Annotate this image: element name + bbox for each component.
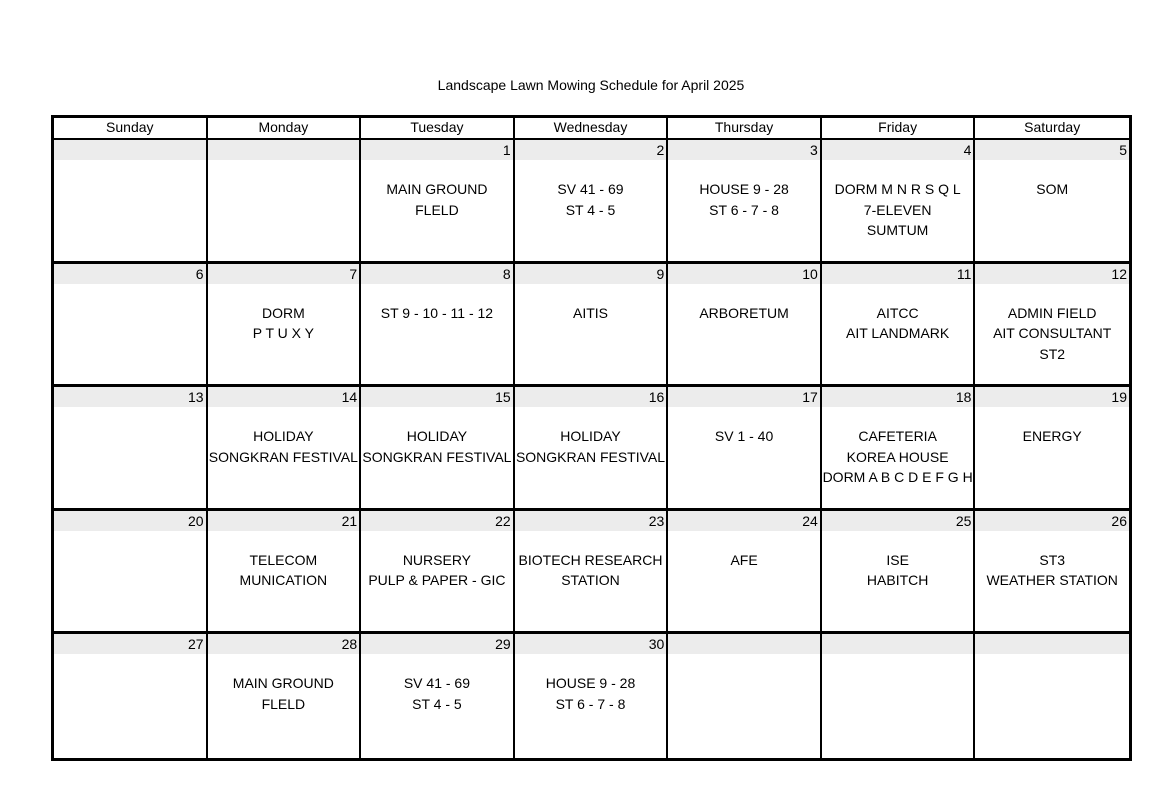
mowing-tasks	[822, 531, 974, 591]
calendar-day-cell	[668, 511, 822, 635]
day-number: 10	[668, 264, 820, 284]
mowing-task-line: WEATHER STATION	[986, 572, 1118, 589]
calendar-day-cell	[208, 387, 362, 511]
day-number: 19	[975, 387, 1129, 407]
mowing-tasks	[208, 284, 360, 344]
calendar-day-cell	[361, 511, 515, 635]
day-number	[668, 634, 820, 654]
mowing-tasks	[515, 531, 667, 591]
mowing-task-line: ST 6 - 7 - 8	[709, 201, 779, 218]
calendar-day-cell	[515, 264, 669, 388]
mowing-task-line: ARBORETUM	[699, 304, 789, 321]
mowing-task-line: PULP & PAPER - GIC	[368, 572, 506, 589]
mowing-task-line: ADMIN FIELD	[1007, 304, 1097, 321]
calendar-day-cell	[668, 264, 822, 388]
mowing-tasks	[361, 654, 513, 714]
day-number: 13	[54, 387, 206, 407]
mowing-tasks	[208, 531, 360, 591]
calendar-day-cell	[822, 387, 976, 511]
mowing-tasks	[515, 160, 667, 220]
mowing-task-line: STATION	[561, 572, 620, 589]
mowing-task-line: 7-ELEVEN	[863, 201, 932, 218]
day-number: 12	[975, 264, 1129, 284]
day-number	[822, 634, 974, 654]
mowing-task-line: ST3	[1039, 551, 1066, 568]
day-number: 6	[54, 264, 206, 284]
mowing-tasks	[668, 654, 820, 673]
weekday-header-monday: Monday	[208, 118, 362, 140]
day-number: 14	[208, 387, 360, 407]
mowing-task-line: P T U X Y	[252, 325, 314, 342]
calendar-day-cell	[668, 634, 822, 758]
day-number: 11	[822, 264, 974, 284]
mowing-task-line: ST2	[1039, 345, 1066, 362]
calendar-day-cell	[668, 140, 822, 264]
mowing-task-line: SUMTUM	[866, 222, 929, 239]
mowing-tasks	[54, 654, 206, 673]
mowing-tasks	[54, 407, 206, 426]
day-number: 2	[515, 140, 667, 160]
weekday-header-friday: Friday	[822, 118, 976, 140]
calendar-day-cell	[54, 511, 208, 635]
mowing-task-line: ST 9 - 10 - 11 - 12	[380, 304, 494, 321]
mowing-tasks	[54, 284, 206, 303]
mowing-tasks	[822, 284, 974, 344]
mowing-task-line: SV 1 - 40	[714, 428, 774, 445]
calendar-day-cell	[54, 387, 208, 511]
mowing-tasks	[208, 654, 360, 714]
mowing-tasks	[361, 160, 513, 220]
day-number	[208, 140, 360, 160]
mowing-task-line: HOUSE 9 - 28	[545, 675, 636, 692]
mowing-tasks	[822, 160, 974, 241]
mowing-tasks	[975, 531, 1129, 591]
mowing-task-line: ISE	[886, 551, 909, 568]
mowing-task-line: KOREA HOUSE	[846, 448, 949, 465]
calendar-day-cell	[54, 634, 208, 758]
calendar-grid	[51, 115, 1132, 761]
calendar-day-cell	[54, 140, 208, 264]
mowing-task-line: AITCC	[876, 304, 919, 321]
mowing-task-line: SV 41 - 69	[557, 181, 624, 197]
mowing-task-line: SONGKRAN FESTIVAL	[515, 448, 666, 465]
day-number: 7	[208, 264, 360, 284]
mowing-task-line: HOLIDAY	[560, 428, 621, 445]
calendar-day-cell	[208, 264, 362, 388]
calendar-day-cell	[668, 387, 822, 511]
day-number	[975, 634, 1129, 654]
weekday-header-saturday: Saturday	[975, 118, 1129, 140]
calendar-day-cell	[975, 264, 1129, 388]
mowing-task-line: AIT CONSULTANT	[993, 325, 1112, 342]
mowing-tasks	[975, 407, 1129, 447]
day-number: 26	[975, 511, 1129, 531]
calendar-day-cell	[361, 140, 515, 264]
mowing-tasks	[515, 407, 667, 467]
day-number: 8	[361, 264, 513, 284]
day-number: 17	[668, 387, 820, 407]
day-number: 30	[515, 634, 667, 654]
mowing-tasks	[822, 654, 974, 673]
mowing-tasks	[975, 160, 1129, 200]
day-number: 18	[822, 387, 974, 407]
mowing-tasks	[361, 407, 513, 467]
mowing-task-line: DORM A B C D E F G H	[822, 469, 973, 486]
calendar-day-cell	[361, 264, 515, 388]
day-number: 24	[668, 511, 820, 531]
day-number	[54, 140, 206, 160]
day-number: 15	[361, 387, 513, 407]
mowing-tasks	[668, 407, 820, 447]
calendar-day-cell	[515, 140, 669, 264]
mowing-task-line: ST 4 - 5	[412, 695, 462, 712]
weekday-header-sunday: Sunday	[54, 118, 208, 140]
calendar-day-cell	[515, 387, 669, 511]
calendar-day-cell	[822, 140, 976, 264]
mowing-tasks	[668, 160, 820, 220]
calendar-day-cell	[515, 511, 669, 635]
mowing-task-line: MAIN GROUND	[386, 181, 488, 197]
day-number: 3	[668, 140, 820, 160]
mowing-tasks	[975, 284, 1129, 365]
mowing-task-line: FLELD	[261, 695, 306, 712]
mowing-tasks	[822, 407, 974, 488]
mowing-task-line: ENERGY	[1022, 428, 1082, 445]
calendar-day-cell	[822, 264, 976, 388]
calendar-day-cell	[208, 140, 362, 264]
day-number: 21	[208, 511, 360, 531]
day-number: 20	[54, 511, 206, 531]
mowing-task-line: DORM M N R S Q L	[834, 181, 961, 197]
mowing-tasks	[361, 531, 513, 591]
mowing-task-line: BIOTECH RESEARCH	[518, 551, 663, 568]
mowing-task-line: ST 4 - 5	[565, 201, 616, 218]
mowing-task-line: FLELD	[415, 201, 459, 218]
calendar-day-cell	[208, 634, 362, 758]
mowing-tasks	[361, 284, 513, 324]
mowing-tasks	[208, 407, 360, 467]
mowing-task-line: CAFETERIA	[858, 428, 937, 445]
calendar-day-cell	[975, 634, 1129, 758]
mowing-task-line: AIT LANDMARK	[846, 325, 950, 342]
calendar-day-cell	[975, 511, 1129, 635]
mowing-task-line: SOM	[1036, 181, 1069, 197]
page-title: Landscape Lawn Mowing Schedule for April 2025	[437, 77, 745, 93]
mowing-task-line: AFE	[730, 551, 758, 568]
calendar-day-cell	[208, 511, 362, 635]
calendar-day-cell	[822, 634, 976, 758]
mowing-task-line: MUNICATION	[239, 572, 328, 589]
mowing-task-line: HOLIDAY	[406, 428, 468, 445]
day-number: 1	[361, 140, 513, 160]
day-number: 5	[975, 140, 1129, 160]
mowing-tasks	[208, 160, 360, 179]
mowing-task-line: TELECOM	[249, 551, 318, 568]
day-number: 27	[54, 634, 206, 654]
mowing-task-line: DORM	[261, 304, 305, 321]
weekday-header-tuesday: Tuesday	[361, 118, 515, 140]
mowing-task-line: AITIS	[572, 304, 608, 321]
mowing-task-line: HABITCH	[866, 572, 929, 589]
day-number: 4	[822, 140, 974, 160]
day-number: 23	[515, 511, 667, 531]
mowing-tasks	[668, 531, 820, 571]
mowing-tasks	[54, 160, 206, 179]
mowing-task-line: NURSERY	[402, 551, 472, 568]
mowing-tasks	[54, 531, 206, 550]
calendar-day-cell	[975, 387, 1129, 511]
mowing-task-line: HOUSE 9 - 28	[699, 181, 789, 197]
weekday-header-wednesday: Wednesday	[515, 118, 669, 140]
calendar-day-cell	[54, 264, 208, 388]
mowing-tasks	[975, 654, 1129, 673]
mowing-tasks	[515, 284, 667, 324]
calendar-day-cell	[515, 634, 669, 758]
day-number: 16	[515, 387, 667, 407]
day-number: 25	[822, 511, 974, 531]
calendar-day-cell	[361, 387, 515, 511]
mowing-tasks	[668, 284, 820, 324]
calendar-day-cell	[822, 511, 976, 635]
mowing-task-line: SONGKRAN FESTIVAL	[362, 448, 512, 465]
mowing-task-line: SV 41 - 69	[403, 675, 470, 692]
weekday-header-thursday: Thursday	[668, 118, 822, 140]
calendar-day-cell	[361, 634, 515, 758]
calendar-day-cell	[975, 140, 1129, 264]
mowing-task-line: HOLIDAY	[253, 428, 314, 445]
day-number: 22	[361, 511, 513, 531]
mowing-task-line: ST 6 - 7 - 8	[555, 695, 626, 712]
mowing-tasks	[515, 654, 667, 714]
day-number: 9	[515, 264, 667, 284]
day-number: 29	[361, 634, 513, 654]
mowing-task-line: SONGKRAN FESTIVAL	[208, 448, 358, 465]
mowing-task-line: MAIN GROUND	[232, 675, 334, 692]
day-number: 28	[208, 634, 360, 654]
